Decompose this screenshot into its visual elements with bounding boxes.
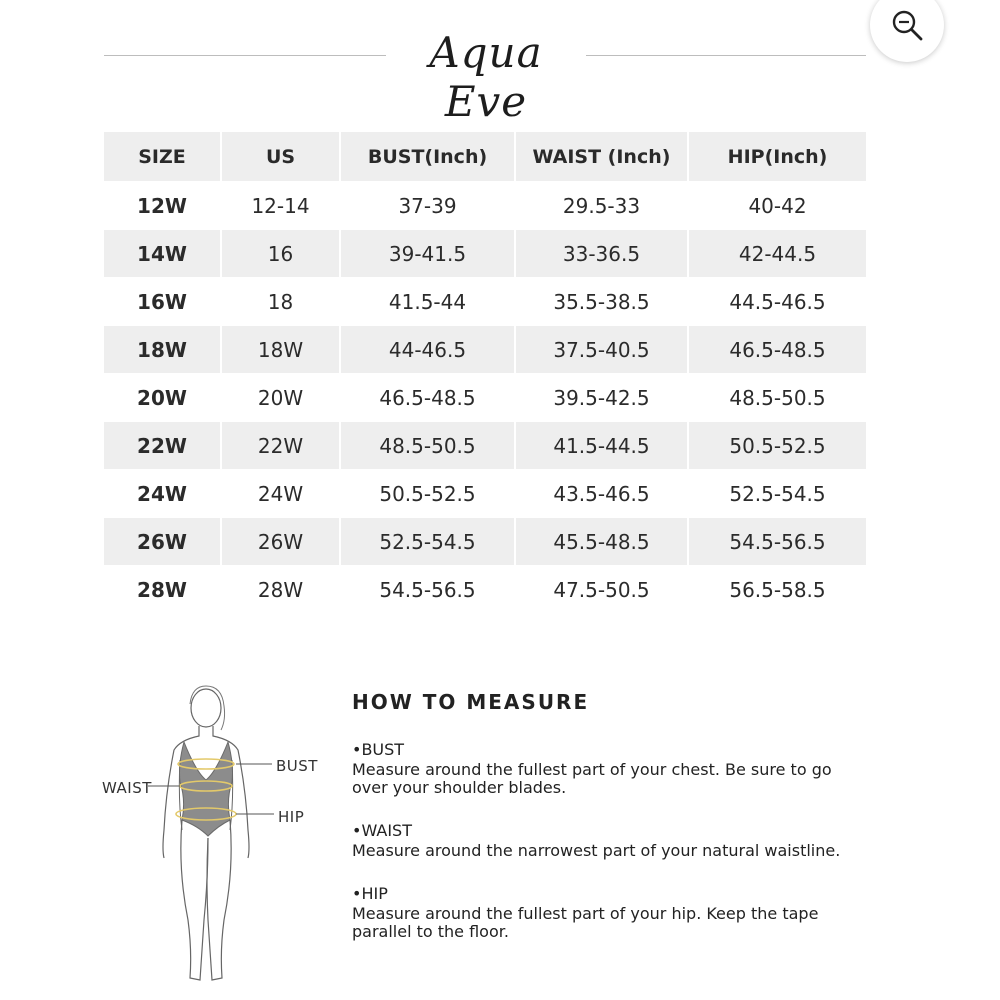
table-cell-waist: 47.5-50.5	[515, 566, 688, 614]
table-cell-waist: 43.5-46.5	[515, 470, 688, 518]
measure-item-bust	[352, 740, 872, 797]
table-cell-us: 18W	[221, 326, 340, 374]
measure-item-title: •HIP	[352, 884, 388, 903]
brand-logo: Aqua Eve	[429, 28, 543, 126]
how-to-measure-section	[352, 690, 872, 965]
table-row	[104, 278, 866, 326]
table-cell-size: 24W	[104, 470, 221, 518]
bust-label: BUST	[276, 757, 318, 775]
table-row	[104, 182, 866, 230]
zoom-out-icon	[890, 8, 924, 42]
table-cell-bust: 52.5-54.5	[340, 518, 515, 566]
waist-label: WAIST	[102, 779, 152, 797]
table-cell-us: 20W	[221, 374, 340, 422]
table-row	[104, 566, 866, 614]
column-header-us: US	[221, 132, 340, 182]
table-cell-waist: 39.5-42.5	[515, 374, 688, 422]
measure-item-text: Measure around the fullest part of your hip. Keep the tape parallel to the floor.	[352, 904, 819, 941]
zoom-out-button[interactable]	[870, 0, 944, 62]
table-cell-bust: 41.5-44	[340, 278, 515, 326]
table-cell-hip: 42-44.5	[688, 230, 866, 278]
table-cell-bust: 37-39	[340, 182, 515, 230]
table-cell-waist: 33-36.5	[515, 230, 688, 278]
table-row	[104, 326, 866, 374]
table-cell-bust: 50.5-52.5	[340, 470, 515, 518]
body-measurement-figure	[100, 680, 330, 990]
measure-item-waist	[352, 821, 872, 860]
table-cell-waist: 37.5-40.5	[515, 326, 688, 374]
table-cell-bust: 48.5-50.5	[340, 422, 515, 470]
divider-left	[104, 55, 386, 56]
table-cell-size: 28W	[104, 566, 221, 614]
table-cell-hip: 46.5-48.5	[688, 326, 866, 374]
table-cell-bust: 54.5-56.5	[340, 566, 515, 614]
table-row	[104, 470, 866, 518]
table-cell-us: 12-14	[221, 182, 340, 230]
table-row	[104, 374, 866, 422]
column-header-waist: WAIST (Inch)	[515, 132, 688, 182]
table-row	[104, 422, 866, 470]
table-cell-hip: 52.5-54.5	[729, 481, 826, 506]
body-silhouette-illustration	[100, 680, 330, 990]
table-header-row	[104, 132, 866, 182]
table-cell-us: 26W	[221, 518, 340, 566]
measure-item-hip	[352, 884, 872, 941]
table-cell-waist: 41.5-44.5	[515, 422, 688, 470]
table-cell-us: 22W	[221, 422, 340, 470]
column-header-size: SIZE	[104, 132, 221, 182]
brand-heading	[104, 22, 866, 126]
table-cell-hip: 54.5-56.5	[688, 518, 866, 566]
table-cell-bust: 44-46.5	[340, 326, 515, 374]
table-row	[104, 518, 866, 566]
table-cell-size: 20W	[104, 374, 221, 422]
table-cell-waist: 35.5-38.5	[515, 278, 688, 326]
table-cell-waist: 29.5-33	[515, 182, 688, 230]
table-cell-size: 16W	[104, 278, 221, 326]
measure-item-title: •WAIST	[352, 821, 412, 840]
column-header-hip: HIP(Inch)	[688, 132, 866, 182]
table-cell-us: 18	[221, 278, 340, 326]
measure-item-text: Measure around the narrowest part of your natural waistline.	[352, 841, 841, 860]
table-cell-size: 26W	[104, 518, 221, 566]
hip-label: HIP	[278, 808, 305, 826]
table-row	[104, 230, 866, 278]
table-cell-us: 16	[221, 230, 340, 278]
table-cell-bust: 39-41.5	[340, 230, 515, 278]
table-cell-us: 28W	[221, 566, 340, 614]
table-cell-hip: 50.5-52.5	[688, 422, 866, 470]
how-to-measure-title: HOW TO MEASURE	[352, 690, 590, 714]
measure-item-text: Measure around the fullest part of your chest. Be sure to go over your shoulder blades.	[352, 760, 832, 797]
divider-right	[586, 55, 866, 56]
table-cell-size: 12W	[104, 182, 221, 230]
table-cell-hip: 48.5-50.5	[729, 385, 826, 410]
table-cell-waist: 45.5-48.5	[515, 518, 688, 566]
column-header-bust: BUST(Inch)	[340, 132, 515, 182]
table-cell-hip: 40-42	[748, 193, 807, 218]
table-cell-size: 14W	[104, 230, 221, 278]
table-cell-size: 18W	[104, 326, 221, 374]
table-cell-size: 22W	[104, 422, 221, 470]
table-cell-bust: 46.5-48.5	[340, 374, 515, 422]
table-cell-us: 24W	[221, 470, 340, 518]
table-cell-hip: 44.5-46.5	[729, 289, 826, 314]
table-cell-hip: 56.5-58.5	[729, 577, 826, 602]
measure-item-title: •BUST	[352, 740, 405, 759]
size-chart-table	[104, 132, 866, 614]
